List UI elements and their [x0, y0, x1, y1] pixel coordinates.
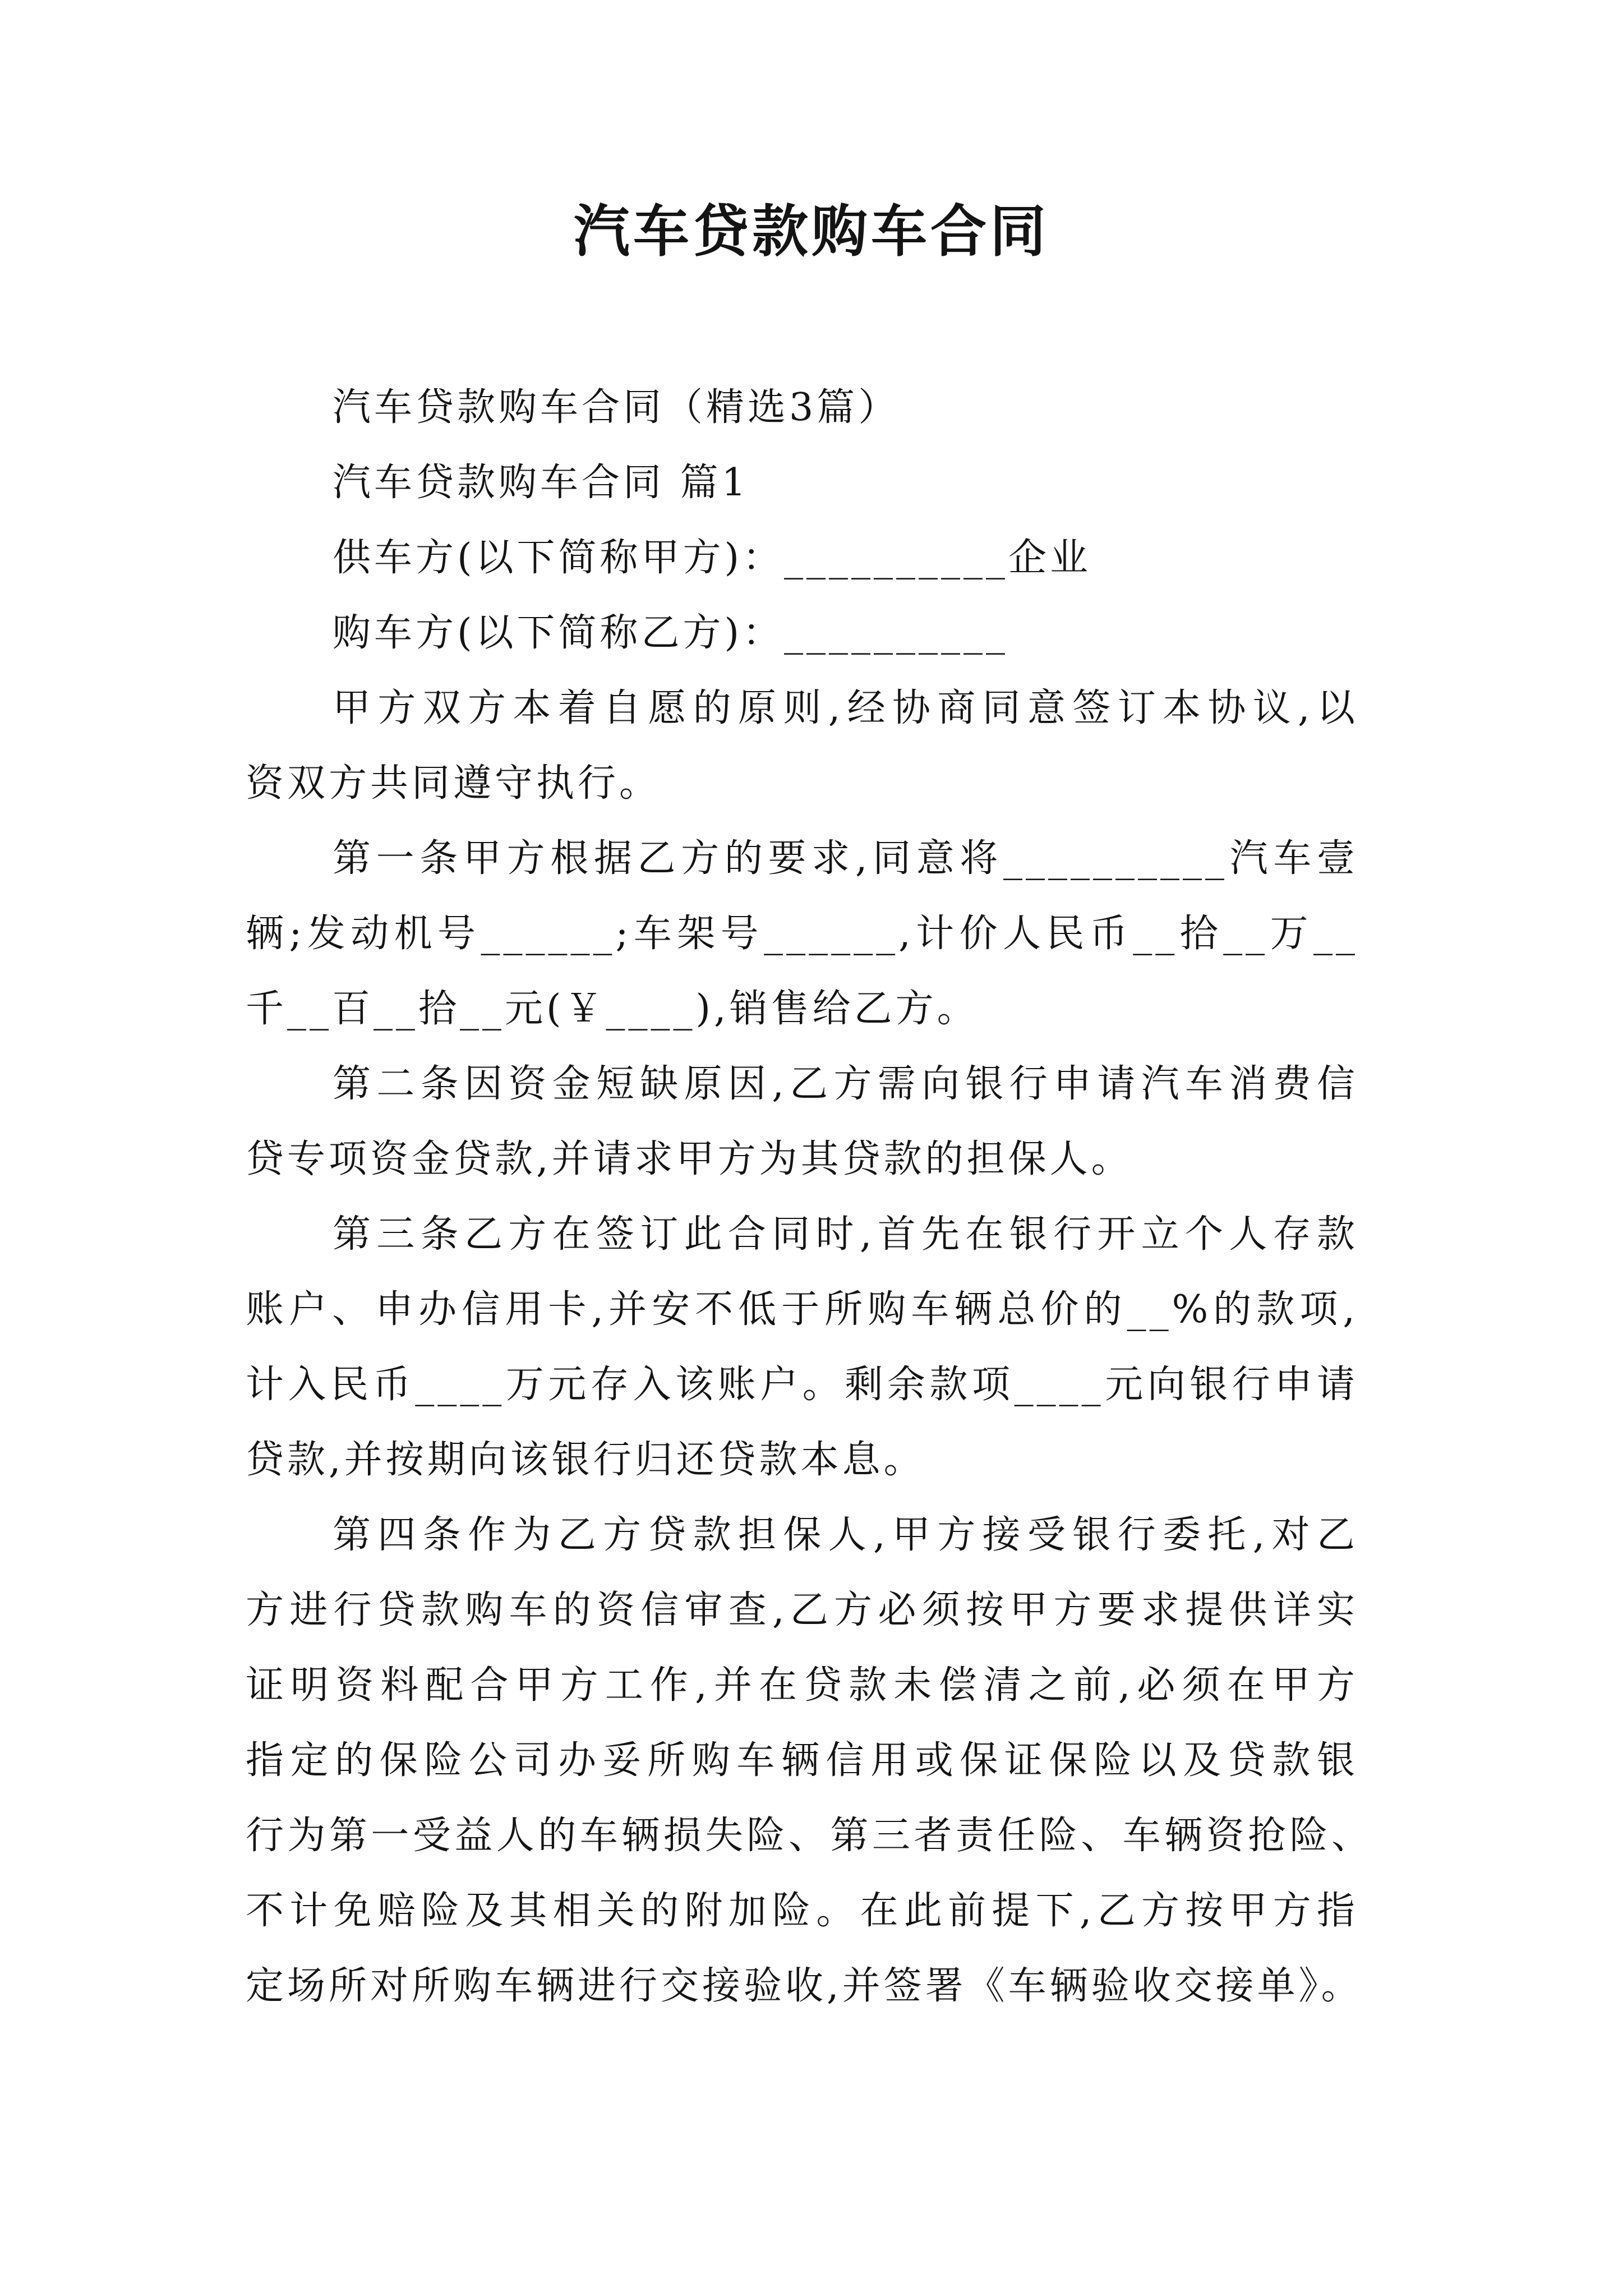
paragraph-line: 定场所对所购车辆进行交接验收,并签署《车辆验收交接单》。 — [246, 1964, 1363, 2008]
preamble-paragraph — [0, 671, 1623, 821]
paragraph-line: 第二条因资金短缺原因,乙方需向银行申请汽车消费信 — [333, 1062, 1358, 1106]
paragraph-line: 账户、申办信用卡,并安不低于所购车辆总价的__%的款项, — [246, 1287, 1358, 1332]
paragraph-line: 资双方共同遵守执行。 — [246, 761, 661, 806]
article-4-paragraph — [0, 1498, 1623, 2024]
article-3-paragraph — [0, 1197, 1623, 1498]
paragraph-line: 千__百__拾__元(￥____),销售给乙方。 — [246, 987, 979, 1031]
paragraph-line: 第一条甲方根据乙方的要求,同意将__________汽车壹 — [333, 836, 1358, 881]
paragraph-line: 不计免赔险及其相关的附加险。在此前提下,乙方按甲方指 — [246, 1889, 1358, 1933]
paragraph-line: 计入民币____万元存入该账户。剩余款项____元向银行申请 — [246, 1363, 1358, 1407]
paragraph-line: 甲方双方本着自愿的原则,经协商同意签订本协议,以 — [333, 686, 1358, 730]
paragraph-line: 行为第一受益人的车辆损失险、第三者责任险、车辆资抢险、 — [246, 1814, 1373, 1858]
section-heading: 汽车贷款购车合同 篇1 — [333, 461, 749, 505]
buyer-party-line: 购车方(以下简称乙方)：__________ — [333, 611, 1009, 655]
paragraph-line: 贷款,并按期向该银行归还贷款本息。 — [246, 1438, 925, 1482]
paragraph-line: 指定的保险公司办妥所购车辆信用或保证保险以及贷款银 — [246, 1738, 1358, 1783]
paragraph-line: 辆;发动机号______;车架号______,计价人民币__拾__万__ — [246, 912, 1358, 956]
paragraph-line: 第三条乙方在签订此合同时,首先在银行开立个人存款 — [333, 1212, 1358, 1257]
article-1-paragraph — [0, 821, 1623, 1047]
paragraph-line: 证明资料配合甲方工作,并在贷款未偿清之前,必须在甲方 — [246, 1663, 1358, 1708]
article-2-paragraph — [0, 1047, 1623, 1197]
supplier-party-line: 供车方(以下简称甲方)：__________企业 — [333, 536, 1092, 580]
document-title: 汽车贷款购车合同 — [574, 198, 1049, 264]
document-body — [0, 370, 1623, 2024]
paragraph-line: 方进行贷款购车的资信审查,乙方必须按甲方要求提供详实 — [246, 1588, 1358, 1632]
paragraph-line: 第四条作为乙方贷款担保人,甲方接受银行委托,对乙 — [333, 1513, 1358, 1557]
paragraph-line: 贷专项资金贷款,并请求甲方为其贷款的担保人。 — [246, 1137, 1133, 1181]
collection-subtitle: 汽车贷款购车合同（精选3篇） — [333, 385, 900, 430]
